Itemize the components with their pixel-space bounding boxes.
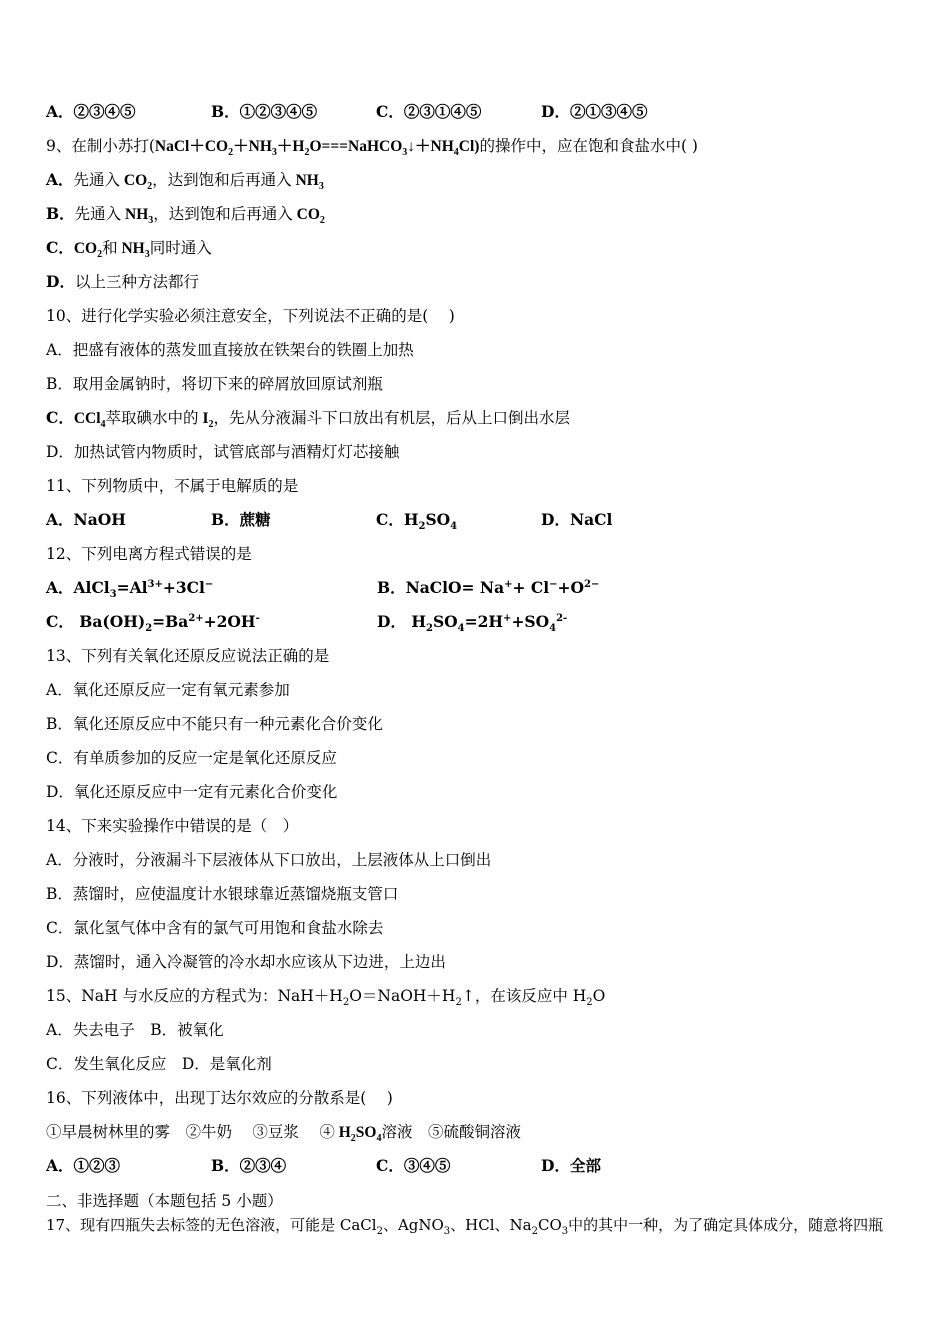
- q10-option-c: C．CCl$_4$萃取碘水中的 $I_2$，先从分液漏斗下口放出有机层，后从上口倒出水层: [46, 408, 570, 431]
- q11-stem: 11、下列物质中，不属于电解质的是: [46, 477, 299, 495]
- q14-option-a: A．分液时，分液漏斗下层液体从下口放出，上层液体从上口倒出: [46, 851, 492, 869]
- q12-options-row2: [46, 611, 910, 633]
- q13-option-c: C．有单质参加的反应一定是氧化还原反应: [46, 749, 337, 767]
- q11-option-a: A．NaOH: [46, 510, 126, 529]
- section-heading: 二、非选择题（本题包括 5 小题）: [46, 1192, 283, 1210]
- q16-option-c: C．③④⑤: [376, 1156, 451, 1175]
- q8-option-a: A．②③④⑤: [46, 102, 136, 121]
- q10-stem: 10、进行化学实验必须注意安全，下列说法不正确的是( ): [46, 307, 455, 325]
- q8-options: [46, 101, 910, 123]
- q13-option-d: D．氧化还原反应中一定有元素化合价变化: [46, 783, 338, 801]
- q12-stem: 12、下列电离方程式错误的是: [46, 545, 252, 563]
- q10-option-d: D．加热试管内物质时，试管底部与酒精灯灯芯接触: [46, 443, 400, 461]
- q14-option-b: B．蒸馏时，应使温度计水银球靠近蒸馏烧瓶支管口: [46, 885, 399, 903]
- q9-option-d: D．以上三种方法都行: [46, 272, 199, 291]
- q8-option-c: C．②③①④⑤: [376, 102, 482, 121]
- q9-stem: 9、在制小苏打$(NaCl+CO_2+NH_3+H_2O===NaHCO_3↓+NH_4Cl)$的操作中，应在饱和食盐水中( ): [46, 137, 698, 159]
- q11-options: [46, 509, 910, 531]
- q9-option-b: B．先通入 $NH_3$，达到饱和后再通入 $CO_2$: [46, 204, 325, 227]
- q13-stem: 13、下列有关氧化还原反应说法正确的是: [46, 647, 330, 665]
- q14-option-d: D．蒸馏时，通入冷凝管的冷水却水应该从下边进，上边出: [46, 953, 446, 971]
- q17-stem: 17、现有四瓶失去标签的无色溶液，可能是 CaCl$_2$、AgNO$_3$、HCl、$Na_2CO_3$中的其中一种，为了确定具体成分，随意将四瓶: [46, 1216, 884, 1237]
- q16-options: [46, 1155, 910, 1177]
- q14-option-c: C．氯化氢气体中含有的氯气可用饱和食盐水除去: [46, 919, 384, 937]
- q15-options-row2: C．发生氧化反应 D．是氧化剂: [46, 1055, 272, 1073]
- q10-option-a: A．把盛有液体的蒸发皿直接放在铁架台的铁圈上加热: [46, 341, 414, 359]
- q16-option-a: A．①②③: [46, 1156, 121, 1175]
- q16-items: ①早晨树林里的雾 ②牛奶 ③豆浆 ④ $H_2SO_4$溶液 ⑤硫酸铜溶液: [46, 1123, 521, 1145]
- q12-option-b: B．NaClO= $Na^++ Cl^-+O^{2-}$: [377, 578, 600, 597]
- q12-options-row1: [46, 577, 910, 599]
- q12-option-a: A．$AlCl_3=Al^{3+}+3Cl^-$: [46, 578, 214, 601]
- q9-option-a: A．先通入 $CO_2$，达到饱和后再通入 $NH_3$: [46, 170, 324, 193]
- q15-options-row1: A．失去电子 B．被氧化: [46, 1021, 224, 1039]
- q14-stem: 14、下来实验操作中错误的是（ ）: [46, 817, 299, 835]
- q12-option-d: D． $H_2SO_4=2H^++SO_4^{2-}$: [377, 612, 568, 635]
- q8-option-d: D．②①③④⑤: [541, 102, 648, 121]
- q11-option-b: B．蔗糖: [211, 510, 271, 529]
- q13-option-a: A．氧化还原反应一定有氧元素参加: [46, 681, 290, 699]
- q16-option-d: D．全部: [541, 1156, 601, 1175]
- q10-option-b: B．取用金属钠时，将切下来的碎屑放回原试剂瓶: [46, 375, 383, 393]
- q13-option-b: B．氧化还原反应中不能只有一种元素化合价变化: [46, 715, 383, 733]
- q11-option-d: D．NaCl: [541, 510, 613, 529]
- q15-stem: 15、NaH 与水反应的方程式为：$NaH+H_2O=NaOH+H_2↑$，在该反应中 $H_2O$: [46, 987, 606, 1009]
- q8-option-b: B．①②③④⑤: [211, 102, 318, 121]
- q9-option-c: C．$CO_2$和 $NH_3$同时通入: [46, 238, 212, 261]
- q12-option-c: C． $Ba(OH)_2=Ba^{2+}+2OH^-$: [46, 612, 260, 635]
- q16-stem: 16、下列液体中，出现丁达尔效应的分散系是( ): [46, 1089, 393, 1107]
- q16-option-b: B．②③④: [211, 1156, 287, 1175]
- q11-option-c: C．$H_2SO_4$: [376, 510, 458, 533]
